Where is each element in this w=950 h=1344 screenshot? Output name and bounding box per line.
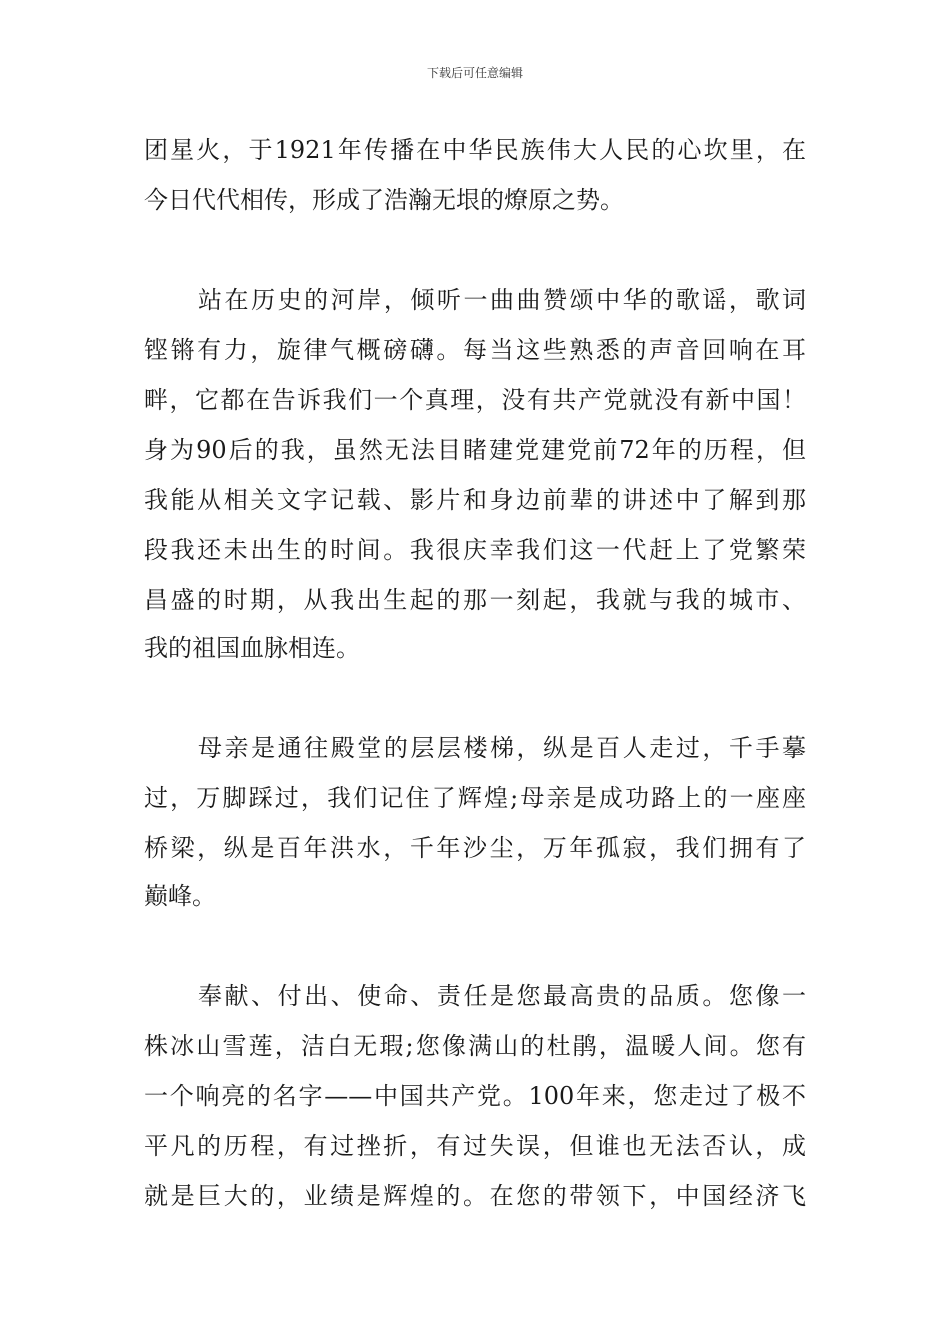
text-line: 巅峰。 <box>144 882 216 910</box>
text-line: 一个响亮的名字——中国共产党。100年来，您走过了极不 <box>144 1082 806 1110</box>
text-line: 站在历史的河岸，倾听一曲曲赞颂中华的歌谣，歌词 <box>198 286 806 314</box>
text-line: 平凡的历程，有过挫折，有过失误，但谁也无法否认，成 <box>144 1132 806 1160</box>
text-line: 母亲是通往殿堂的层层楼梯，纵是百人走过，千手摹 <box>198 734 806 762</box>
text-line: 株冰山雪莲，洁白无瑕;您像满山的杜鹃，温暖人间。您有 <box>144 1032 806 1060</box>
text-line: 我能从相关文字记载、影片和身边前辈的讲述中了解到那 <box>144 486 806 514</box>
text-line: 我的祖国血脉相连。 <box>144 634 360 662</box>
text-line: 身为90后的我，虽然无法目睹建党建党前72年的历程，但 <box>144 436 806 464</box>
text-line: 奉献、付出、使命、责任是您最高贵的品质。您像一 <box>198 982 806 1010</box>
text-line: 昌盛的时期，从我出生起的那一刻起，我就与我的城市、 <box>144 586 806 614</box>
text-line: 畔，它都在告诉我们一个真理，没有共产党就没有新中国！ <box>144 386 806 414</box>
text-line: 过，万脚踩过，我们记住了辉煌;母亲是成功路上的一座座 <box>144 784 806 812</box>
text-line: 今日代代相传，形成了浩瀚无垠的燎原之势。 <box>144 186 624 214</box>
text-line: 团星火，于1921年传播在中华民族伟大人民的心坎里，在 <box>144 136 806 164</box>
text-line: 就是巨大的，业绩是辉煌的。在您的带领下，中国经济飞 <box>144 1182 806 1210</box>
page-header: 下载后可任意编辑 <box>426 66 523 80</box>
text-line: 段我还未出生的时间。我很庆幸我们这一代赶上了党繁荣 <box>144 536 806 564</box>
text-line: 铿锵有力，旋律气概磅礴。每当这些熟悉的声音回响在耳 <box>144 336 806 364</box>
text-line: 桥梁，纵是百年洪水，千年沙尘，万年孤寂，我们拥有了 <box>144 834 806 862</box>
